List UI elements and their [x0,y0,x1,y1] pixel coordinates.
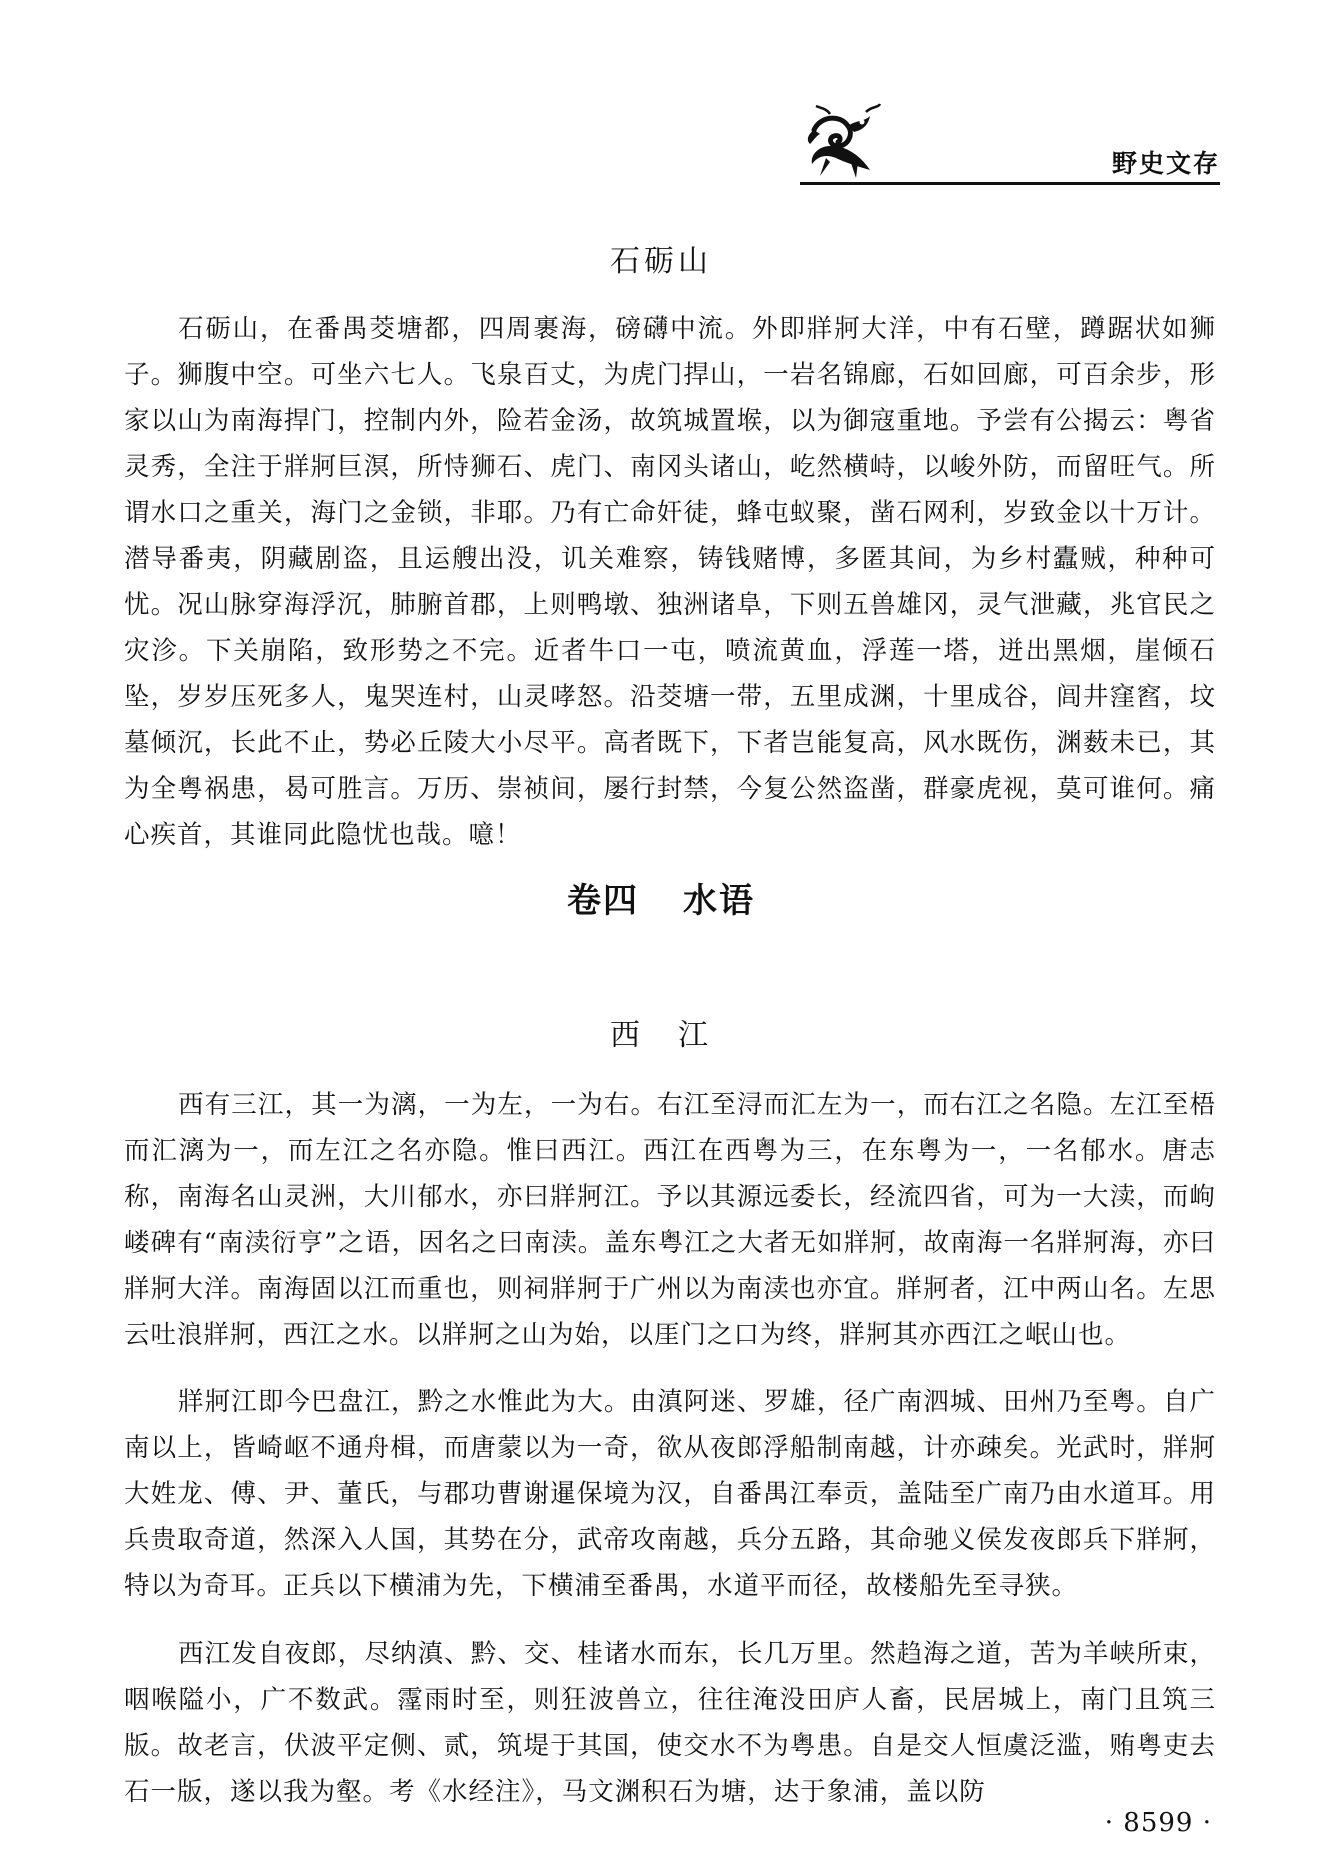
chapter-name: 水语 [683,881,755,921]
header-title: 野史文存 [1111,149,1220,178]
chapter-title [0,873,1322,922]
paragraph: 西江发自夜郎，尽纳滇、黔、交、桂诸水而东，长几万里。然趋海之道，苦为羊峡所束，咽喉隘小，广不数武。霪雨时至，则狂波兽立，往往淹没田庐人畜，民居城上，南门且筑三版。故老言，伏波平定侧、贰，筑堤于其国，使交水不为粤患。自是交人恒虞泛滥，贿粤吏去石一版，遂以我为壑。考《水经注》，马文渊积石为塘，达于象浦，盖以防 [124,1639,1216,1807]
header-rule [800,182,1220,185]
paragraph: 牂牁江即今巴盘江，黔之水惟此为大。由滇阿迷、罗雄，径广南泗城、田州乃至粤。自广南以上，皆崎岖不通舟楫，而唐蒙以为一奇，欲从夜郎浮船制南越，计亦疎矣。光武时，牂牁大姓龙、傅、尹、董氏，与郡功曹谢暹保境为汉，自番禺江奉贡，盖陆至广南乃由水道耳。用兵贵取奇道，然深入人国，其势在分，武帝攻南越，兵分五路，其命驰义侯发夜郎兵下牂牁，特以为奇耳。正兵以下横浦为先，下横浦至番禺，水道平而径，故楼船先至寻狭。 [124,1387,1216,1601]
paragraph: 西有三江，其一为漓，一为左，一为右。右江至浔而汇左为一，而右江之名隐。左江至梧而汇漓为一，而左江之名亦隐。惟曰西江。西江在西粤为三，在东粤为一，一名郁水。唐志称，南海名山灵洲，大川郁水，亦曰牂牁江。予以其源远委长，经流四省，可为一大渎，而岣嵝碑有“南渎衍亨”之语，因名之曰南渎。盖东粤江之大者无如牂牁，故南海一名牂牁海，亦曰牂牁大洋。南海固以江而重也，则祠牂牁于广州以为南渎也亦宜。牂牁者，江中两山名。左思云吐浪牂牁，西江之水。以牂牁之山为始，以厓门之口为终，牂牁其亦西江之岷山也。 [124,1090,1216,1350]
section-title-shilishan: 石砺山 [610,244,712,279]
page-number: · 8599 · [1104,1808,1212,1838]
section-title-xijiang: 西 江 [610,1018,712,1053]
paragraph: 石砺山，在番禺茭塘都，四周裹海，磅礴中流。外即牂牁大洋，中有石壁，蹲踞状如狮子。狮腹中空。可坐六七人。飞泉百丈，为虎门捍山，一岩名锦廊，石如回廊，可百余步，形家以山为南海捍门，控制内外，险若金汤，故筑城置堠，以为御寇重地。予尝有公揭云：粤省灵秀，全注于牂牁巨溟，所恃狮石、虎门、南冈头诸山，屹然横峙，以峻外防，而留旺气。所谓水口之重关，海门之金锁，非耶。乃有亡命奸徒，蜂屯蚁聚，凿石网利，岁致金以十万计。潜导番夷，阴藏剧盗，且运艘出没，讥关难察，铸钱赌博，多匿其间，为乡村蠹贼，种种可忧。况山脉穿海浮沉，肺腑首郡，上则鸭墩、独洲诸阜，下则五兽雄冈，灵气泄藏，兆官民之灾沴。下关崩陷，致形势之不完。近者牛口一屯，喷流黄血，浮莲一塔，迸出黑烟，崖倾石坠，岁岁压死多人，鬼哭连村，山灵哮怒。沿茭塘一带，五里成渊，十里成谷，闾井窪窞，坟墓倾沉，长此不止，势必丘陵大小尽平。高者既下，下者岂能复高，风水既伤，渊薮未已，其为全粤祸患，曷可胜言。万历、崇祯间，屡行封禁，今复公然盗凿，群豪虎视，莫可谁何。痛心疾首，其谁同此隐忧也哉。噫！ [124,314,1216,850]
page-header [800,100,1220,190]
chapter-number: 卷四 [567,881,639,921]
dragon-icon [800,100,882,182]
